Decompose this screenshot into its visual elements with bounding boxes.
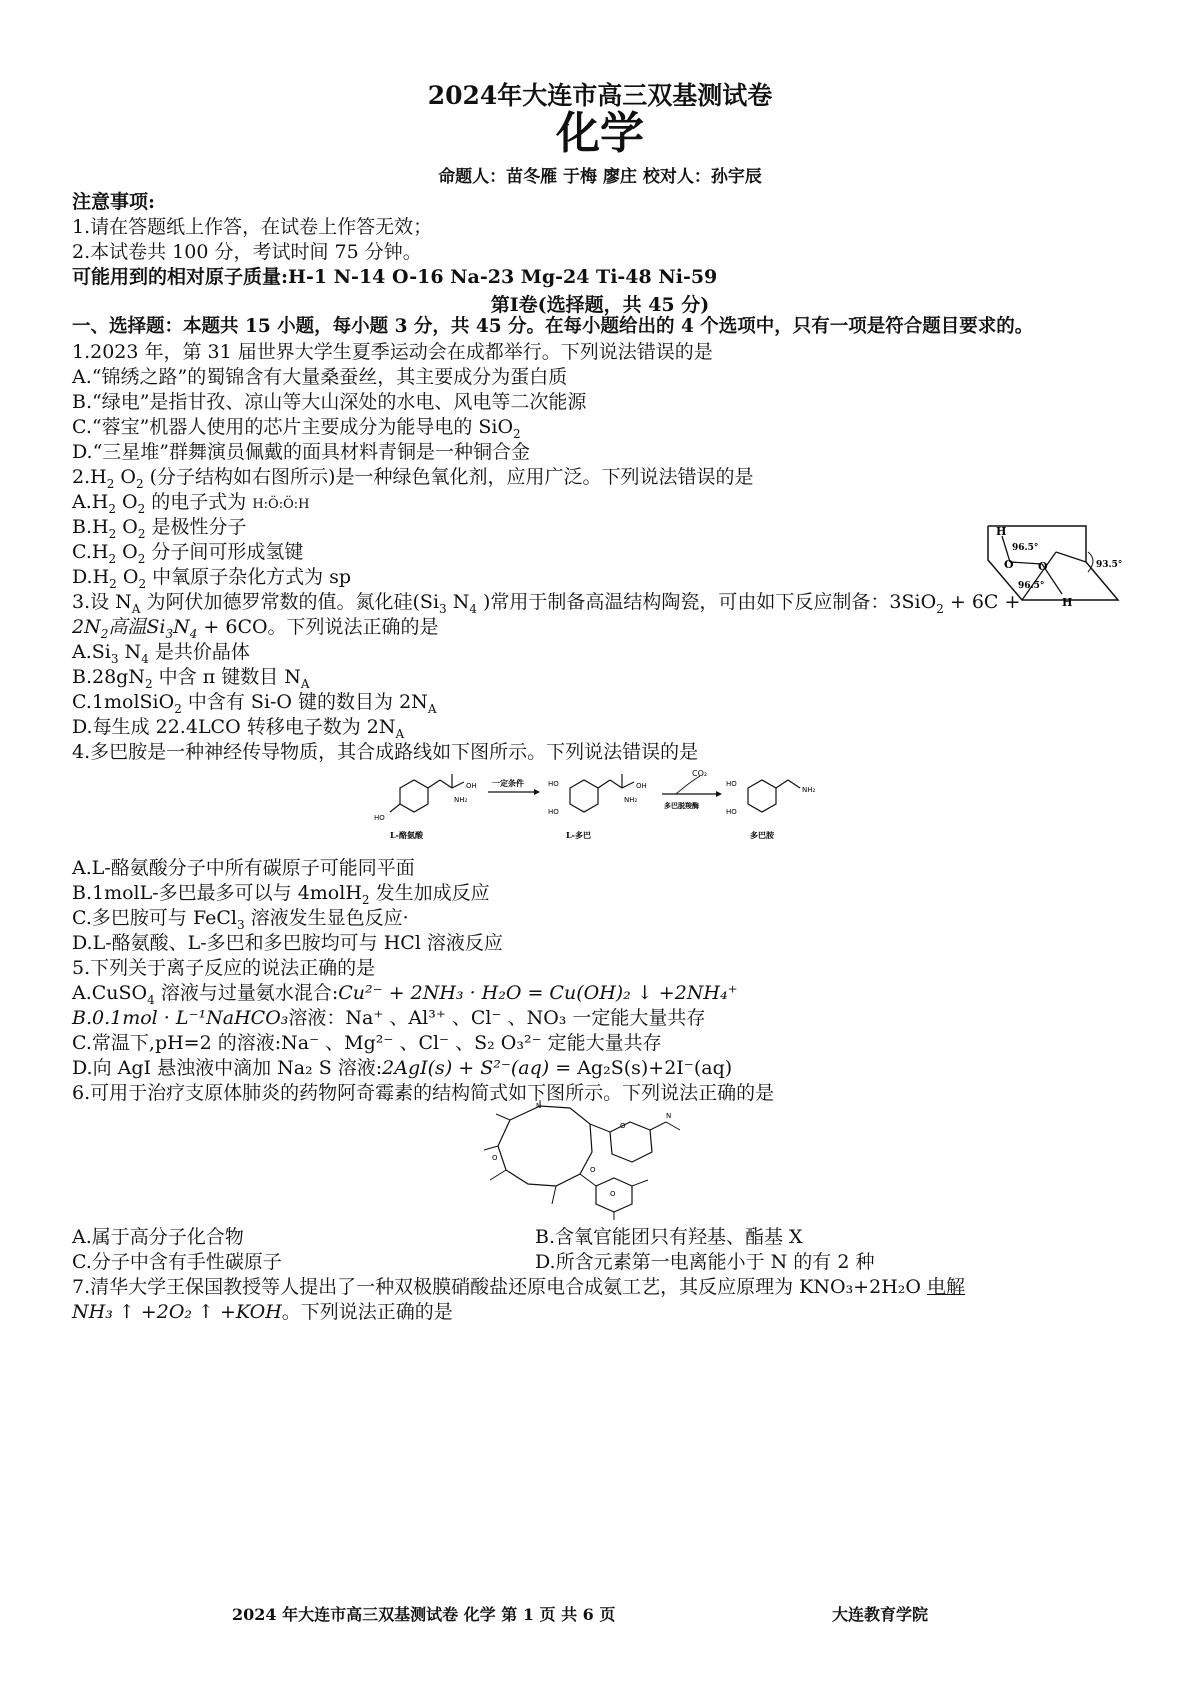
note-item-2: 2.本试卷共 100 分，考试时间 75 分钟。	[72, 241, 422, 263]
svg-text:NH₂: NH₂	[624, 796, 638, 804]
arrow2-enzyme: 多巴脱羧酶	[664, 801, 699, 810]
q4-option-c: C.多巴胺可与 FeCl$_3$ 溶液发生显色反应·	[72, 907, 409, 932]
svg-text:OH: OH	[636, 782, 647, 790]
q2-option-b: $B.H_2$ $O_2$ 是极性分子	[72, 516, 247, 541]
svg-text:OH: OH	[466, 782, 477, 790]
q1-option-b: B.“绿电”是指甘孜、凉山等大山深处的水电、风电等二次能源	[72, 391, 587, 413]
q3-option-c: C.1molSiO$_2$ 中含有 Si-O 键的数目为 $2N_A$	[72, 691, 437, 716]
fig-angle-1: 96.5°	[1012, 543, 1039, 553]
q2-option-d: $D.H_2$ $O_2$ 中氧原子杂化方式为 sp	[72, 566, 352, 591]
q1-option-d: D.“三星堆”群舞演员佩戴的面具材料青铜是一种铜合金	[72, 441, 531, 463]
q1-option-c: C.“蓉宝”机器人使用的芯片主要成分为能导电的 SiO$_2$	[72, 416, 521, 441]
svg-text:HO: HO	[726, 808, 737, 816]
q6-option-a: A.属于高分子化合物	[72, 1226, 244, 1248]
arrow1-label: 一定条件	[492, 778, 524, 788]
q6-stem: 6.可用于治疗支原体肺炎的药物阿奇霉素的结构简式如下图所示。下列说法正确的是	[72, 1082, 775, 1104]
svg-text:HO: HO	[726, 780, 737, 788]
q4-option-a: A.L-酪氨酸分子中所有碳原子可能同平面	[72, 857, 415, 879]
q3-option-b: $B.28gN_2$ 中含 π 键数目 $N_A$	[72, 666, 310, 691]
q3-option-a: $A.Si_3$ $N_4$ 是共价晶体	[72, 641, 250, 666]
q5-stem: 5.下列关于离子反应的说法正确的是	[72, 957, 376, 979]
authors-line: 命题人：苗冬雁 于梅 廖庄 校对人：孙宇辰	[438, 167, 762, 187]
svg-text:O: O	[492, 1154, 498, 1162]
volume-heading: 第Ⅰ卷(选择题，共 45 分)	[490, 294, 710, 316]
q1-stem: 1.2023 年，第 31 届世界大学生夏季运动会在成都举行。下列说法错误的是	[72, 341, 713, 363]
footer-publisher: 大连教育学院	[832, 1605, 929, 1624]
svg-text:N: N	[536, 1102, 542, 1110]
svg-text:NH₂: NH₂	[454, 796, 468, 804]
atomic-masses: 可能用到的相对原子质量:H-1 N-14 O-16 Na-23 Mg-24 Ti-48 Ni-59	[72, 266, 718, 288]
footer-page-info: 2024 年大连市高三双基测试卷 化学 第 1 页 共 6 页	[232, 1605, 616, 1624]
q6-option-b: B.含氧官能团只有羟基、酯基 X	[535, 1226, 803, 1248]
q6-option-d: D.所含元素第一电离能小于 N 的有 2 种	[535, 1251, 875, 1273]
svg-text:HO: HO	[548, 808, 559, 816]
q6-option-c: C.分子中含有手性碳原子	[72, 1251, 282, 1273]
dopamine-synthesis-figure	[370, 768, 830, 848]
q2-stem: $2.H_2$ $O_2$ (分子结构如右图所示)是一种绿色氧化剂，应用广泛。下列说法错误的是	[72, 466, 754, 491]
q4-stem: 4.多巴胺是一种神经传导物质，其合成路线如下图所示。下列说法错误的是	[72, 741, 699, 763]
q1-option-a: A.“锦绣之路”的蜀锦含有大量桑蚕丝，其主要成分为蛋白质	[72, 366, 568, 388]
q5-option-d: D.向 AgI 悬浊液中滴加 Na₂ S 溶液:2AgI(s) + S²⁻(aq) = Ag₂S(s)+2I⁻(aq)	[72, 1057, 733, 1079]
svg-text:O: O	[590, 1166, 596, 1174]
q4-option-d: D.L-酪氨酸、L-多巴和多巴胺均可与 HCl 溶液反应	[72, 932, 503, 954]
q2-option-c: $C.H_2$ $O_2$ 分子间可形成氢键	[72, 541, 304, 566]
subject-title: 化学	[556, 108, 644, 159]
q3-stem-line1: 3.设 $N_A$ 为阿伏加德罗常数的值。氮化硅($Si_3$ $N_4$ )常用于制备高温结构陶瓷，可由如下反应制备：3SiO$_2$ + 6C +	[72, 591, 1021, 616]
label-l-tyrosine: L-酪氨酸	[390, 830, 423, 840]
fig-angle-2: 96.5°	[1018, 581, 1045, 591]
svg-text:N: N	[666, 1112, 672, 1120]
q4-option-b: B.1molL-多巴最多可以与 4molH$_2$ 发生加成反应	[72, 882, 490, 907]
azithromycin-structure-figure	[480, 1100, 700, 1220]
fig-o-right: O	[1038, 560, 1048, 573]
fig-h-top: H	[996, 525, 1007, 538]
q2-option-a: $A.H_2$ $O_2$ 的电子式为 H:Ö:Ö:H	[72, 491, 310, 516]
arrow2-co2: CO₂	[692, 769, 708, 778]
label-l-dopa: L-多巴	[566, 830, 591, 840]
svg-text:O: O	[620, 1122, 626, 1130]
label-dopamine: 多巴胺	[750, 830, 774, 840]
notes-heading: 注意事项:	[72, 191, 156, 213]
q7-stem-line2: NH₃ ↑ +2O₂ ↑ +KOH。下列说法正确的是	[72, 1301, 453, 1323]
fig-h-bottom: H	[1062, 596, 1073, 609]
svg-text:NH₂: NH₂	[802, 786, 816, 794]
note-item-1: 1.请在答题纸上作答，在试卷上作答无效；	[72, 216, 433, 238]
svg-text:HO: HO	[548, 780, 559, 788]
svg-text:HO: HO	[374, 814, 385, 822]
svg-text:O: O	[610, 1190, 616, 1198]
q5-option-c: C.常温下,pH=2 的溶液:Na⁻ 、Mg²⁻ 、Cl⁻ 、S₂ O₃²⁻ 定能大量共存	[72, 1032, 662, 1054]
fig-angle-3: 93.5°	[1096, 560, 1123, 570]
q3-stem-line2: $2N_2$高温$Si_3N_4 + 6CO$。下列说法正确的是	[72, 616, 439, 641]
q5-option-a: A.CuSO$_4$ 溶液与过量氨水混合:Cu²⁻ + 2NH₃ · H₂O = Cu(OH)₂ ↓ +2NH₄⁺	[72, 982, 738, 1007]
q3-option-d: D.每生成 22.4LCO 转移电子数为 $2N_A$	[72, 716, 405, 741]
exam-title: 2024年大连市高三双基测试卷	[427, 81, 773, 110]
section-instructions: 一、选择题：本题共 15 小题，每小题 3 分，共 45 分。在每小题给出的 4 个选项中，只有一项是符合题目要求的。	[72, 316, 1034, 337]
fig-o-left: O	[1004, 558, 1014, 571]
q5-option-b: B.0.1mol · L⁻¹NaHCO₃溶液：Na⁺ 、Al³⁺ 、Cl⁻ 、NO₃ 一定能大量共存	[72, 1007, 706, 1029]
q7-stem-line1: 7.清华大学王保国教授等人提出了一种双极膜硝酸盐还原电合成氨工艺，其反应原理为 KNO₃+2H₂O 电解	[72, 1276, 966, 1298]
electron-formula: H:Ö:Ö:H	[252, 497, 310, 512]
